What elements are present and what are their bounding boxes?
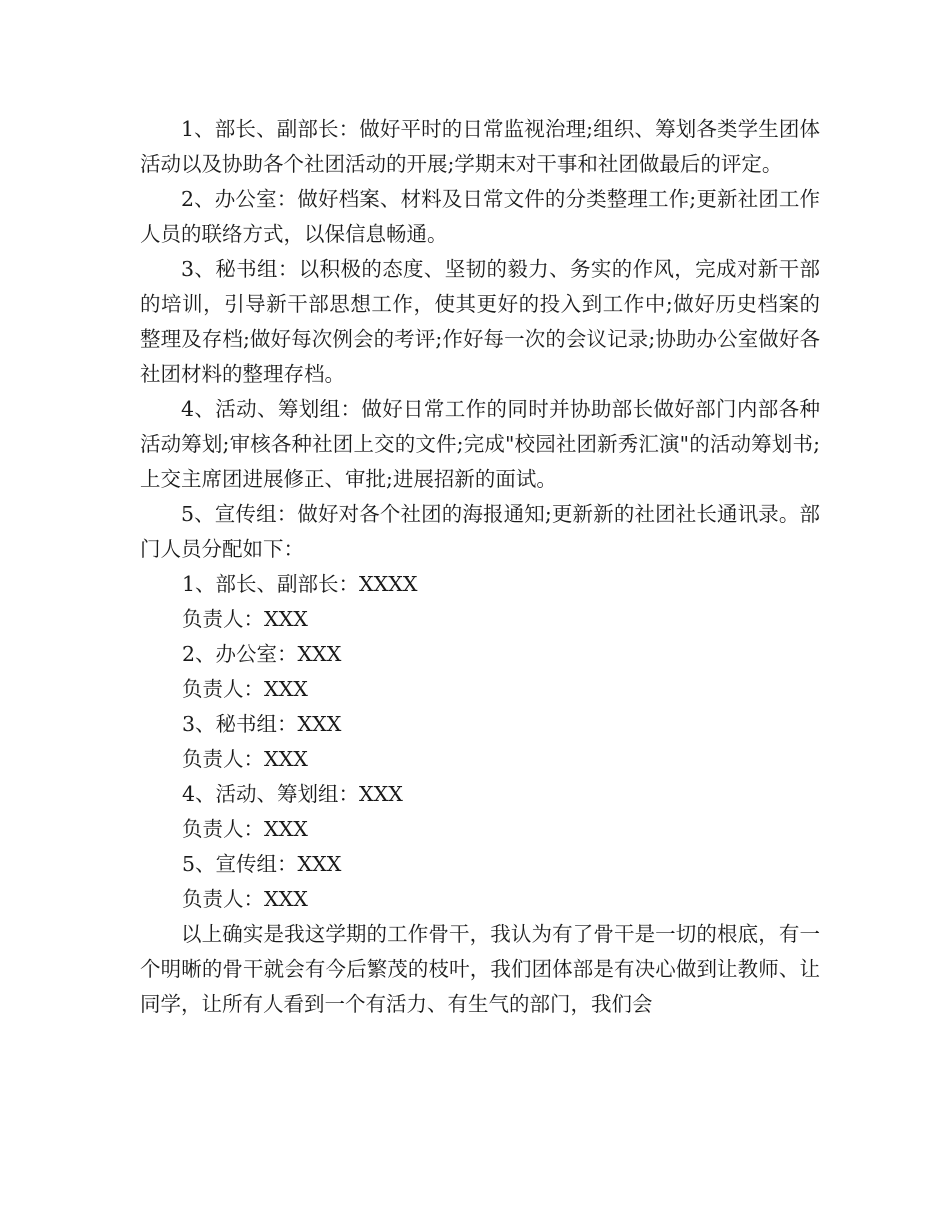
assignment-planning: 4、活动、筹划组：XXX	[182, 782, 403, 806]
paragraph-duty-office: 2、办公室：做好档案、材料及日常文件的分类整理工作;更新社团工作人员的联络方式，以保信息畅通。	[140, 187, 820, 246]
paragraph-duty-publicity: 5、宣传组：做好对各个社团的海报通知;更新新的社团社长通讯录。部门人员分配如下：	[140, 502, 820, 561]
assignment-secretary-lead: 负责人：XXX	[182, 747, 308, 771]
document-page	[140, 112, 820, 1022]
assignment-office: 2、办公室：XXX	[182, 642, 342, 666]
assignment-office-lead: 负责人：XXX	[182, 677, 308, 701]
paragraph-duty-minister: 1、部长、副部长：做好平时的日常监视治理;组织、筹划各类学生团体活动以及协助各个社团活动的开展;学期末对干事和社团做最后的评定。	[140, 117, 820, 176]
assignment-publicity-lead: 负责人：XXX	[182, 887, 308, 911]
paragraph-duty-planning: 4、活动、筹划组：做好日常工作的同时并协助部长做好部门内部各种活动筹划;审核各种社团上交的文件;完成"校园社团新秀汇演"的活动筹划书;上交主席团进展修正、审批;进展招新的面试。	[140, 397, 820, 491]
assignment-minister-lead: 负责人：XXX	[182, 607, 308, 631]
assignment-minister: 1、部长、副部长：XXXX	[182, 572, 418, 596]
assignment-secretary: 3、秘书组：XXX	[182, 712, 342, 736]
paragraph-duty-secretary: 3、秘书组：以积极的态度、坚韧的毅力、务实的作风，完成对新干部的培训，引导新干部思想工作，使其更好的投入到工作中;做好历史档案的整理及存档;做好每次例会的考评;作好每一次的会议记录;协助办公室做好各社团材料的整理存档。	[140, 257, 820, 386]
paragraph-closing: 以上确实是我这学期的工作骨干，我认为有了骨干是一切的根底，有一个明晰的骨干就会有今后繁茂的枝叶，我们团体部是有决心做到让教师、让同学，让所有人看到一个有活力、有生气的部门，我们会	[140, 922, 820, 1016]
assignment-publicity: 5、宣传组：XXX	[182, 852, 342, 876]
assignment-planning-lead: 负责人：XXX	[182, 817, 308, 841]
